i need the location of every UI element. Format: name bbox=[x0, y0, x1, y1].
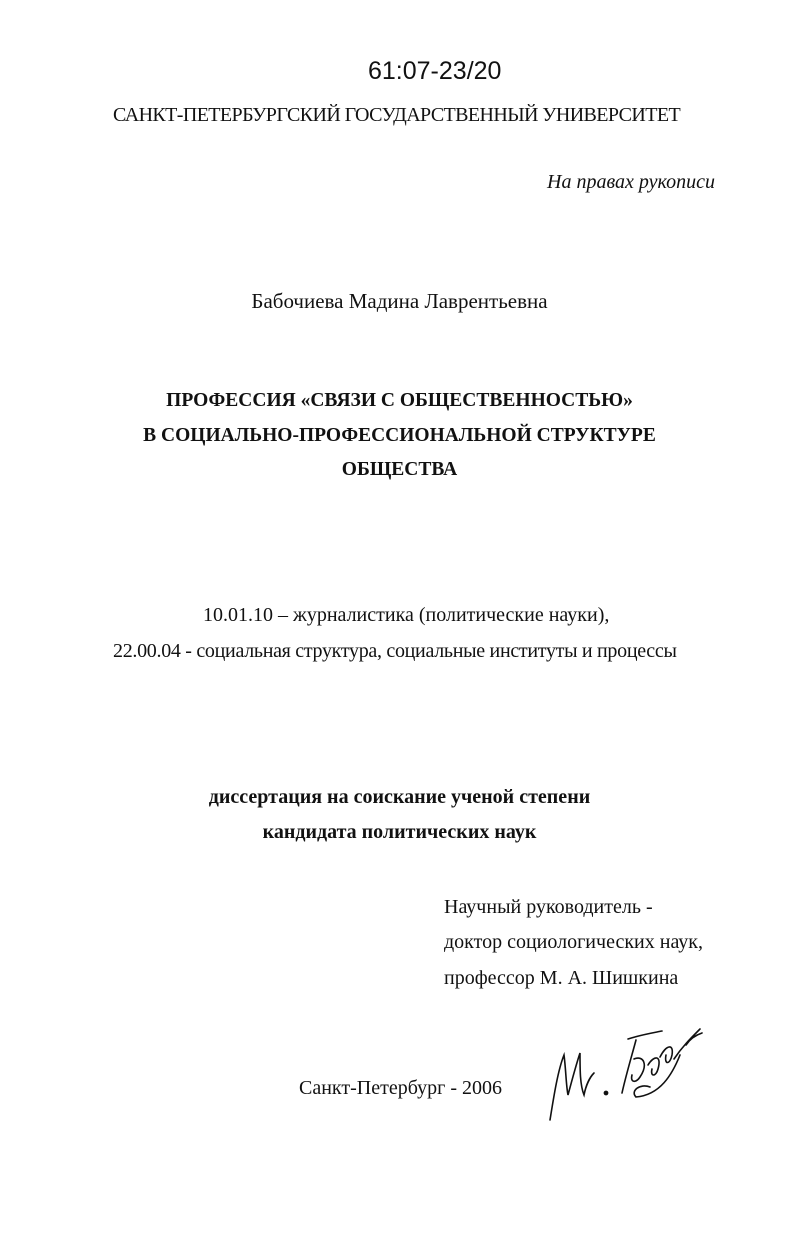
place-year: Санкт-Петербург - 2006 bbox=[299, 1077, 502, 1099]
degree-line-2: кандидата политических наук bbox=[262, 821, 537, 843]
specialty-1: 10.01.10 – журналистика (политические науки), bbox=[203, 604, 610, 626]
supervisor-line-3: профессор М. А. Шишкина bbox=[444, 967, 679, 989]
supervisor-line-2: доктор социологических наук, bbox=[444, 931, 704, 953]
university-name: САНКТ-ПЕТЕРБУРГСКИЙ ГОСУДАРСТВЕННЫЙ УНИВЕРСИТЕТ bbox=[113, 104, 681, 126]
manuscript-rights-note: На правах рукописи bbox=[547, 171, 715, 193]
degree-line-1: диссертация на соискание ученой степени bbox=[208, 786, 591, 808]
title-line-2: В СОЦИАЛЬНО-ПРОФЕССИОНАЛЬНОЙ СТРУКТУРЕ bbox=[143, 425, 656, 446]
author-name: Бабочиева Мадина Лаврентьевна bbox=[251, 289, 548, 313]
catalog-code: 61:07-23/20 bbox=[368, 57, 502, 85]
supervisor-line-1: Научный руководитель - bbox=[444, 896, 653, 918]
title-line-1: ПРОФЕССИЯ «СВЯЗИ С ОБЩЕСТВЕННОСТЬЮ» bbox=[166, 390, 633, 411]
author-signature bbox=[540, 1025, 710, 1125]
title-line-3: ОБЩЕСТВА bbox=[341, 459, 458, 480]
specialty-2: 22.00.04 - социальная структура, социальные институты и процессы bbox=[113, 640, 677, 662]
